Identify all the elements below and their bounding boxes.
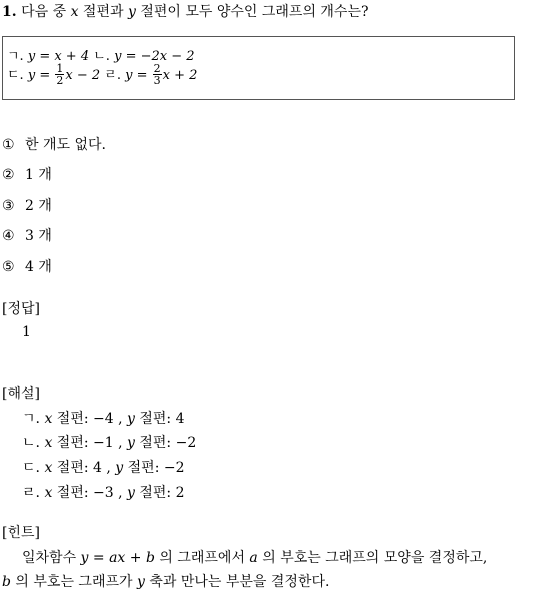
- eq-label-a: ㄱ.: [7, 49, 24, 64]
- question-text-1: 다음 중: [21, 4, 71, 20]
- y-intercept-text: 절편: 4: [134, 411, 185, 427]
- frac-den-d: 3: [153, 74, 161, 87]
- var-x: x: [44, 411, 53, 427]
- eq-expr-c-post: x − 2: [65, 68, 101, 83]
- question-line: [2, 1, 369, 21]
- eq-expr-d-post: x + 2: [162, 68, 198, 83]
- box-row-2: [7, 63, 197, 89]
- explanation-line: [22, 457, 185, 477]
- explanation-line: [22, 408, 185, 428]
- hint-heading: [힌트]: [2, 525, 40, 541]
- choice-marker: ⑤: [2, 259, 15, 275]
- choice-text: 1 개: [25, 167, 52, 183]
- hint-text: 일차함수: [22, 550, 81, 566]
- answer-value: 1: [22, 324, 31, 340]
- choice-marker: ②: [2, 167, 15, 183]
- x-intercept-text: 절편: 4 ,: [52, 460, 116, 476]
- hint-text: 축과 만나는 부분을 결정한다.: [144, 574, 330, 590]
- choice-5[interactable]: [2, 256, 52, 276]
- y-intercept-text: 절편: −2: [134, 435, 197, 451]
- hint-line-2: [2, 571, 329, 591]
- var-y: y: [127, 435, 135, 451]
- eq-fraction-d: [153, 63, 162, 86]
- choice-text: 한 개도 없다.: [25, 137, 106, 153]
- question-text-2: 절편과: [78, 4, 128, 20]
- answer-heading: [정답]: [2, 301, 40, 317]
- eq-fraction-c: [55, 63, 64, 86]
- var-x: x: [44, 460, 53, 476]
- hint-var-a: a: [249, 550, 258, 566]
- explanation-label: ㄴ.: [22, 435, 40, 451]
- eq-expr-a: y = x + 4: [27, 49, 90, 64]
- frac-den-c: 2: [56, 74, 64, 87]
- hint-var-y: y: [136, 574, 145, 590]
- var-y: y: [115, 460, 124, 476]
- choice-4[interactable]: [2, 225, 52, 245]
- eq-expr-b: y = −2x − 2: [114, 49, 195, 64]
- choice-1[interactable]: [2, 134, 106, 154]
- choice-marker: ④: [2, 228, 15, 244]
- y-intercept-text: 절편: 2: [134, 485, 185, 501]
- eq-expr-d-pre: y =: [125, 68, 152, 83]
- question-text-3: 절편이 모두 양수인 그래프의 개수는?: [135, 4, 369, 20]
- choice-text: 3 개: [25, 228, 52, 244]
- choice-2[interactable]: [2, 164, 52, 184]
- frac-num-c: 1: [56, 62, 64, 75]
- box-row-1: [7, 45, 195, 64]
- explanation-label: ㄱ.: [22, 411, 40, 427]
- var-y: y: [127, 411, 135, 427]
- hint-var-b: b: [2, 574, 11, 590]
- choice-3[interactable]: [2, 195, 52, 215]
- eq-label-d: ㄹ.: [104, 68, 121, 83]
- explanation-line: [22, 482, 185, 502]
- hint-line-1: [22, 547, 487, 567]
- x-intercept-text: 절편: −4 ,: [52, 411, 127, 427]
- y-intercept-text: 절편: −2: [123, 460, 185, 476]
- choice-text: 4 개: [25, 259, 52, 275]
- eq-label-b: ㄴ.: [93, 49, 110, 64]
- hint-text: 의 부호는 그래프가: [10, 574, 137, 590]
- explanation-label: ㄷ.: [22, 460, 40, 476]
- choice-marker: ③: [2, 198, 15, 214]
- x-intercept-text: 절편: −3 ,: [52, 485, 127, 501]
- explanation-line: [22, 432, 196, 452]
- eq-label-c: ㄷ.: [7, 68, 24, 83]
- frac-num-d: 2: [153, 62, 161, 75]
- explanation-label: ㄹ.: [22, 485, 40, 501]
- question-number: 1.: [2, 4, 17, 20]
- explanation-heading: [해설]: [2, 386, 40, 402]
- choice-marker: ①: [2, 137, 15, 153]
- var-y: y: [127, 485, 135, 501]
- question-var-x: x: [70, 4, 79, 20]
- hint-text: 의 그래프에서: [154, 550, 250, 566]
- var-x: x: [44, 485, 53, 501]
- x-intercept-text: 절편: −1 ,: [52, 435, 127, 451]
- question-var-y: y: [127, 4, 136, 20]
- choice-text: 2 개: [25, 198, 52, 214]
- var-x: x: [44, 435, 53, 451]
- hint-text: 의 부호는 그래프의 모양을 결정하고,: [257, 550, 488, 566]
- hint-equation: y = ax + b: [80, 550, 155, 566]
- eq-expr-c-pre: y =: [27, 68, 55, 83]
